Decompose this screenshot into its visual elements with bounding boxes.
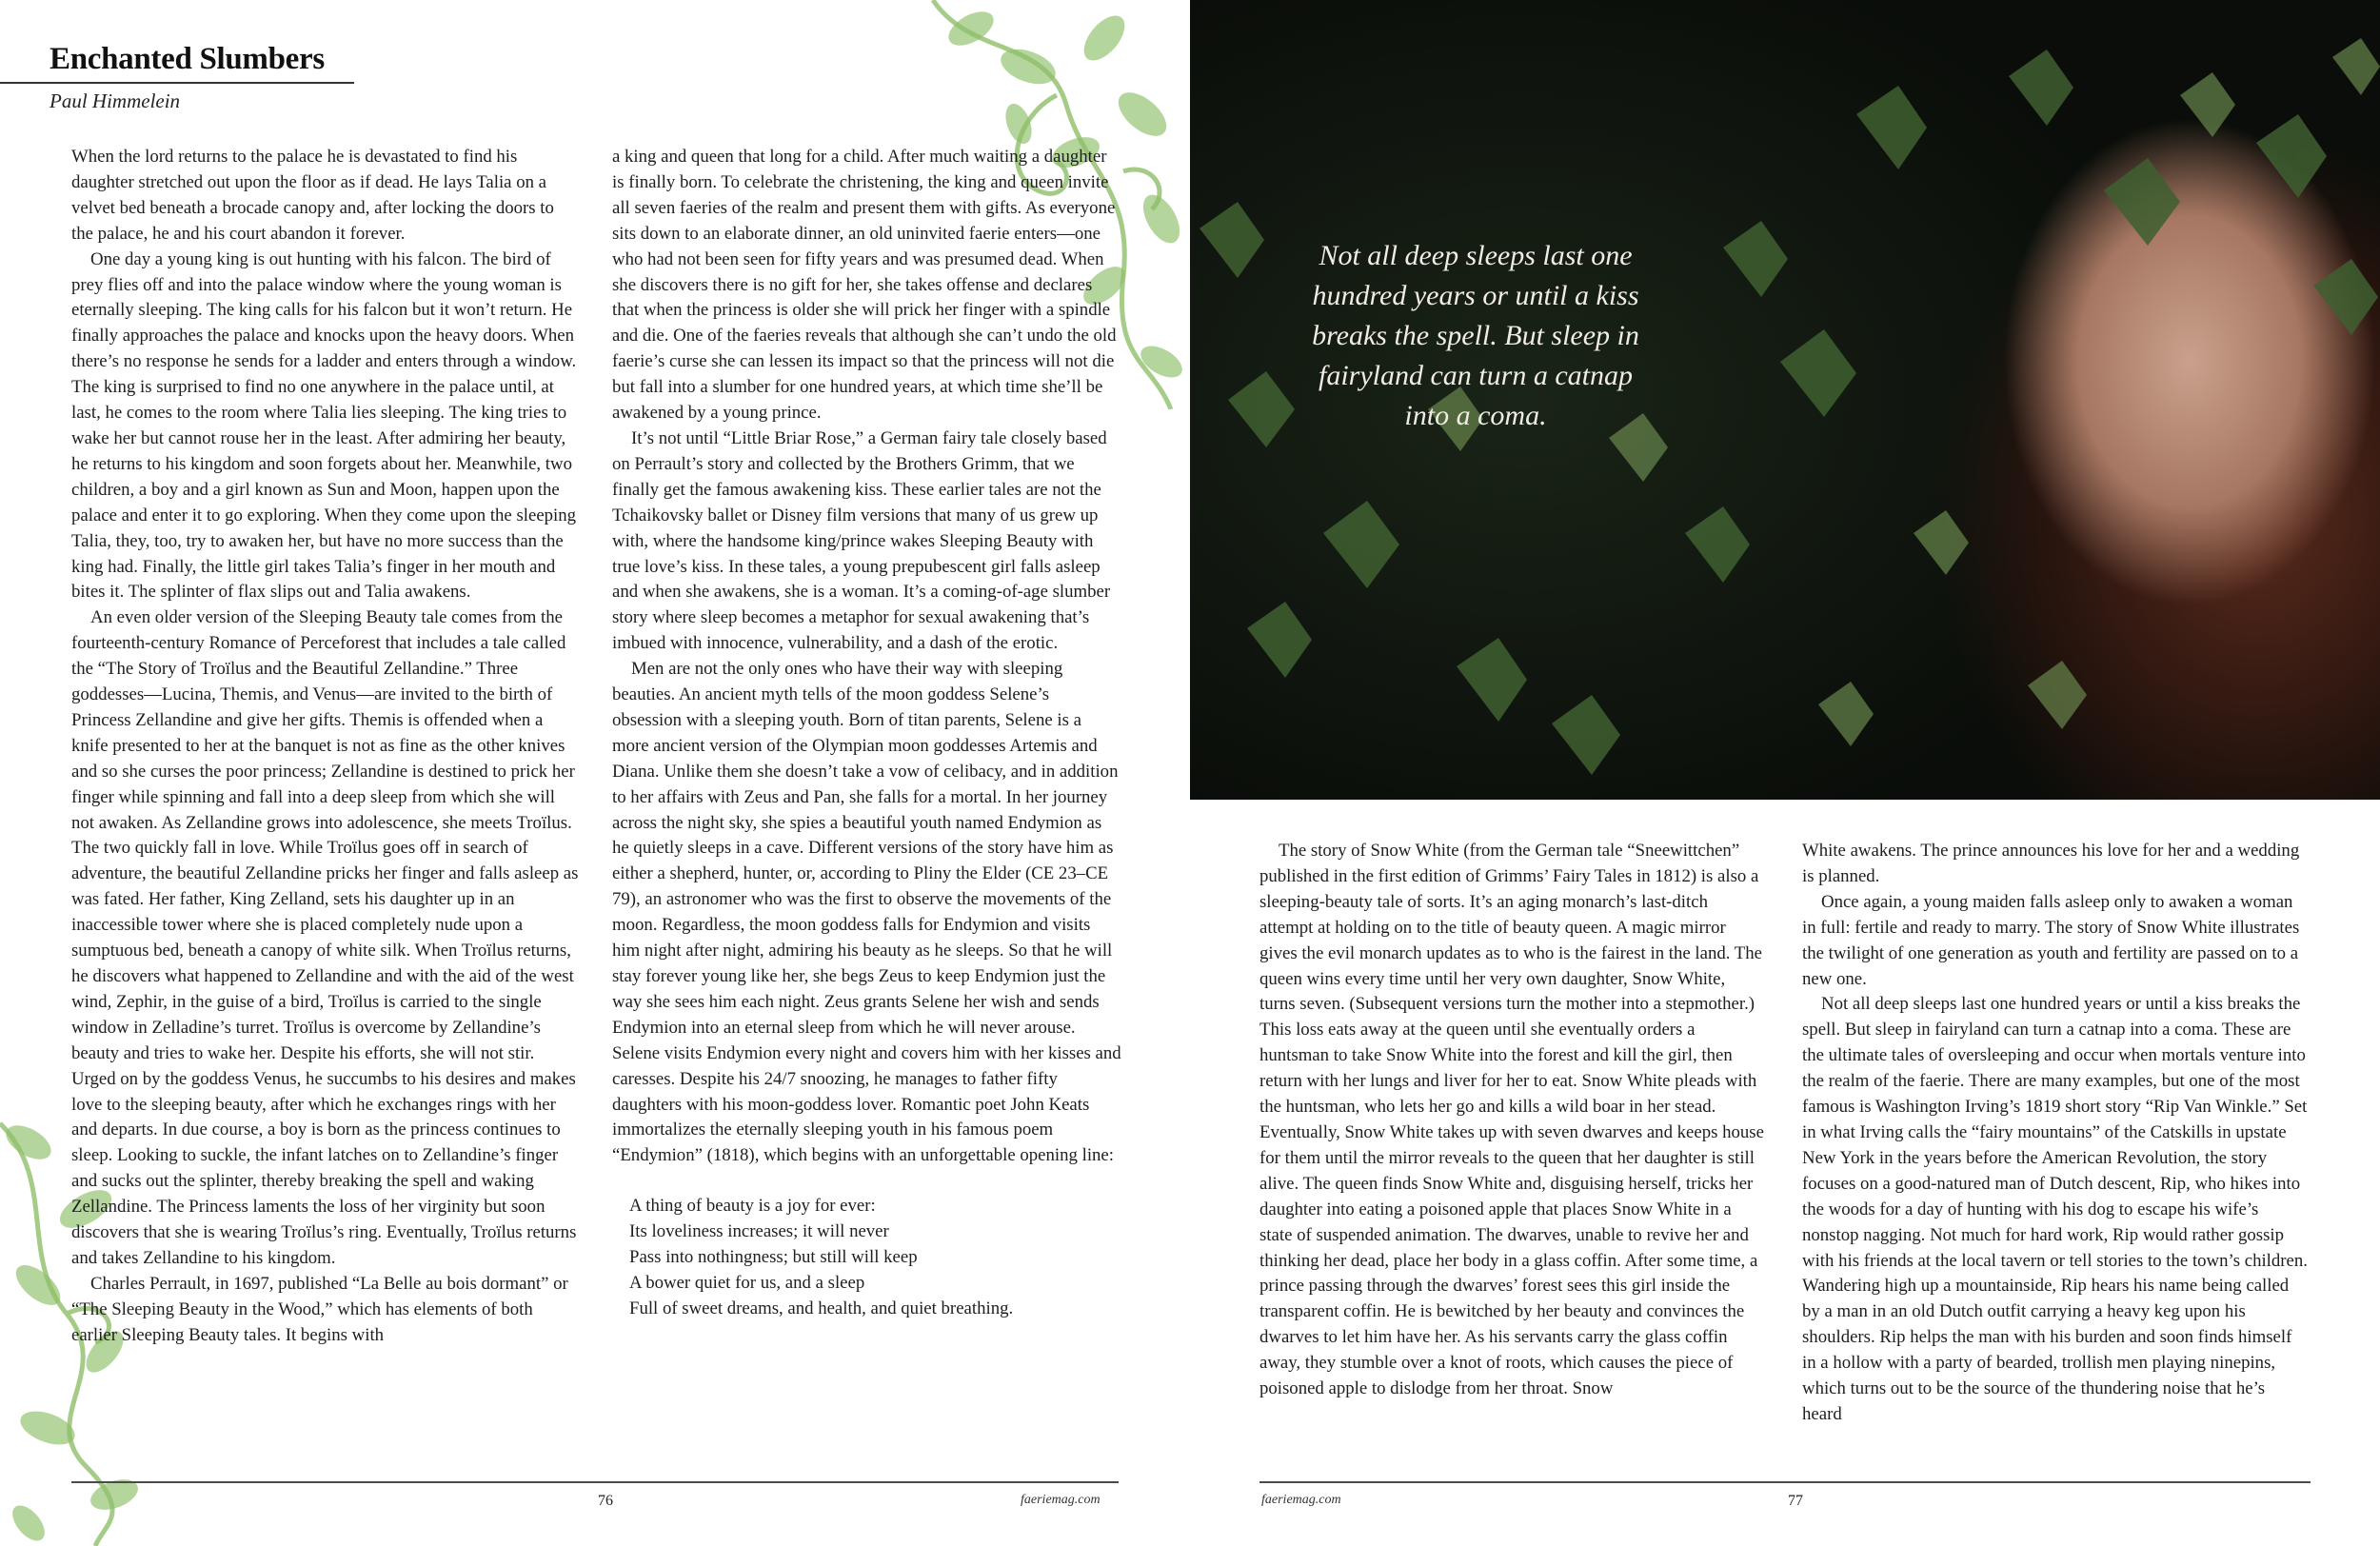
paragraph: Once again, a young maiden falls asleep only to awaken a woman in full: fertile and ready to marry. The story of Snow White illustrates the twilight of one generation as youth and fertility are passed on to a new one. xyxy=(1802,891,2300,989)
paragraph: When the lord returns to the palace he is devastated to find his daughter stretched out upon the floor as if dead. He lays Talia on a velvet bed beneath a brocade canopy and, after locking the doors to the palace, he and his court abandon it forever. xyxy=(71,147,554,244)
poem-line: A thing of beauty is a joy for ever: xyxy=(629,1196,876,1217)
paragraph: Men are not the only ones who have their way with sleeping beauties. An ancient myth tells of the moon goddess Selene’s obsession with a sleeping youth. Born of titan parents, Selene is a more ancient version of the Olympian moon goddesses Artemis and Diana. Unlike them she doesn’t take a vow of celibacy, and in addition to her affairs with Zeus and Pan, she falls for a mortal. In her journey across the night sky, she spies a beautiful youth named Endymion as he quietly sleeps in a cave. Different versions of the story have him as either a shepherd, hunter, or, according to Pliny the Elder (CE 23–CE 79), an astronomer who was the first to observe the movements of the moon. Regardless, the moon goddess falls for Endymion and visits him night after night, admiring his beauty as he sleeps. So that he will stay forever young like her, she begs Zeus to keep Endymion just the way she sees him each night. Zeus grants Selene her wish and sends Endymion into an eternal sleep from which he will never arouse. Selene visits Endymion every night and covers him with her kisses and caresses. Despite his 24/7 snoozing, he manages to father fifty daughters with his moon-goddess lover. Romantic poet John Keats immortalizes the eternally sleeping youth in his famous poem “Endymion” (1818), which begins with an unforgettable opening line: xyxy=(612,659,1121,1166)
page-number: 76 xyxy=(598,1493,613,1509)
site-url: faeriemag.com xyxy=(1021,1493,1101,1507)
right-page-column-2 xyxy=(1802,839,2309,1428)
poem-line: A bower quiet for us, and a sleep xyxy=(629,1272,865,1293)
footer-rule xyxy=(71,1481,1119,1483)
title-rule xyxy=(0,82,354,84)
right-page xyxy=(1190,0,2380,1546)
right-page-column-1 xyxy=(1259,839,1764,1402)
paragraph: Charles Perrault, in 1697, published “La Belle au bois dormant” or “The Sleeping Beauty in the Wood,” which has elements of both earlier Sleeping Beauty tales. It begins with xyxy=(71,1273,568,1345)
article-byline: Paul Himmelein xyxy=(50,89,181,112)
pull-quote: Not all deep sleeps last one hundred years or until a kiss breaks the spell. But sleep in fairyland can turn a catnap into a coma. xyxy=(1312,240,1639,431)
page-number: 77 xyxy=(1788,1493,1803,1509)
site-url: faeriemag.com xyxy=(1261,1493,1341,1507)
poem-excerpt xyxy=(629,1194,1121,1322)
paragraph: a king and queen that long for a child. After much waiting a daughter is finally born. To celebrate the christening, the king and queen invite all seven faeries of the realm and present them with gifts. As everyone sits down to an elaborate dinner, an old uninvited faerie enters—one who had not been seen for fifty years and was presumed dead. When she discovers there is no gift for her, she takes offense and declares that when the princess is older she will prick her finger with a spindle and die. One of the faeries reveals that although she can’t undo the old faerie’s curse she can lessen its impact so that the princess will not die but fall into a slumber for one hundred years, at which time she’ll be awakened by a young prince. xyxy=(612,147,1117,424)
poem-line: Its loveliness increases; it will never xyxy=(629,1221,889,1242)
left-page-column-2 xyxy=(612,145,1121,1322)
paragraph: The story of Snow White (from the German tale “Sneewittchen” published in the first edition of Grimms’ Fairy Tales in 1812) is also a sleeping-beauty tale of sorts. It’s an aging monarch’s last-ditch attempt at holding on to the title of beauty queen. A magic mirror gives the evil monarch updates as to who is the fairest in the land. The queen wins every time until her very own daughter, Snow White, turns seven. (Subsequent versions turn the mother into a stepmother.) This loss eats away at the queen until she eventually orders a huntsman to take Snow White into the forest and kill the girl, then return with her lungs and liver for her to eat. Snow White pleads with the huntsman, who lets her go and kills a wild boar in her stead. Eventually, Snow White takes up with seven dwarves and keeps house for them until the mirror reveals to the queen that her daughter is still alive. The queen finds Snow White and, disguising herself, tricks her daughter into eating a poisoned apple that places Snow White in a state of suspended animation. The dwarves, unable to revive her and thinking her dead, place her body in a glass coffin. After some time, a prince passing through the dwarves’ forest sees this girl inside the transparent coffin. He is bewitched by her beauty and convinces the dwarves to let him have her. As his servants carry the glass coffin away, they stumble over a knot of roots, which causes the piece of poisoned apple to dislodge from her throat. Snow xyxy=(1259,841,1764,1399)
paragraph: Not all deep sleeps last one hundred years or until a kiss breaks the spell. But sleep in fairyland can turn a catnap into a coma. These are the ultimate tales of oversleeping and occur when mortals venture into the realm of the faerie. There are many examples, but one of the most famous is Washington Irving’s 1819 short story “Rip Van Winkle.” Set in what Irving calls the “fairy mountains” of the Catskills in upstate New York in the years before the American Revolution, the story focuses on a good-natured man of Dutch descent, Rip, who hikes into the woods for a day of hunting with his dog to escape his wife’s nonstop nagging. Not much for hard work, Rip would rather gossip with his friends at the local tavern or tell stories to the town’s children. Wandering high up a mountainside, Rip hears his name being called by a man in an old Dutch outfit carrying a heavy keg upon his shoulders. Rip helps the man with his burden and soon finds himself in a hollow with a party of bearded, trollish men playing ninepins, which turns out to be the source of the thundering noise that he’s heard xyxy=(1802,994,2308,1424)
sleeping-woman-ivy-photo xyxy=(1190,0,2380,800)
paragraph: White awakens. The prince announces his love for her and a wedding is planned. xyxy=(1802,841,2300,886)
paragraph: One day a young king is out hunting with his falcon. The bird of prey flies off and into the palace window where the young woman is eternally sleeping. The king calls for his falcon but it won’t return. He finally approaches the palace and knocks upon the heavy doors. When there’s no response he sends for a ladder and enters through a window. The king is surprised to find no one anywhere in the palace until, at last, he comes to the room where Talia lies sleeping. The king tries to wake her but cannot rouse her in the least. After admiring her beauty, he returns to his kingdom and soon forgets about her. Meanwhile, two children, a boy and a girl known as Sun and Moon, happen upon the palace and enter it to go exploring. When they come upon the sleeping Talia, they, too, try to awaken her, but have no more success than the king had. Finally, the little girl takes Talia’s finger in her mouth and bites it. The splinter of flax slips out and Talia awakens. xyxy=(71,248,577,603)
poem-line: Pass into nothingness; but still will keep xyxy=(629,1247,918,1268)
poem-line: Full of sweet dreams, and health, and quiet breathing. xyxy=(629,1298,1014,1318)
paragraph: It’s not until “Little Briar Rose,” a German fairy tale closely based on Perrault’s story and collected by the Brothers Grimm, that we finally get the famous awakening kiss. These earlier tales are not the Tchaikovsky ballet or Disney film versions that many of us grew up with, where the handsome king/prince wakes Sleeping Beauty with true love’s kiss. In these tales, a young prepubescent girl falls asleep and when she awakens, she is a woman. It’s a coming-of-age slumber story where sleep becomes a metaphor for sexual awakening that’s imbued with innocence, vulnerability, and a dash of the erotic. xyxy=(612,427,1111,654)
footer-rule xyxy=(1259,1481,2311,1483)
left-page-column-1 xyxy=(71,145,579,1349)
paragraph: An even older version of the Sleeping Beauty tale comes from the fourteenth-century Romance of Perceforest that includes a tale called the “The Story of Troïlus and the Beautiful Zellandine.” Three goddesses—Lucina, Themis, and Venus—are invited to the birth of Princess Zellandine and give her gifts. Themis is offended when a knife presented to her at the banquet is not as fine as the other knives and so she curses the poor princess; Zellandine is destined to prick her finger while spinning and fall into a deep sleep from which she will not awaken. As Zellandine grows into adolescence, she meets Troïlus. The two quickly fall in love. While Troïlus goes off in search of adventure, the beautiful Zellandine pricks her finger and falls asleep as was fated. Her father, King Zelland, sets his daughter up in an inaccessible tower where she is placed completely nude upon a sumptuous bed, beneath a canopy of white silk. When Troïlus returns, he discovers what happened to Zellandine and with the aid of the west wind, Zephir, in the guise of a bird, Troïlus is carried to the single window in Zelladine’s turret. Troïlus is overcome by Zellandine’s beauty and tries to wake her. Despite his efforts, she will not stir. Urged on by the goddess Venus, he succumbs to his desires and makes love to the sleeping beauty, after which he exchanges rings with her and departs. In due course, a boy is born as the princess continues to sleep. Looking to suckle, the infant latches on to Zellandine’s finger and sucks out the splinter, thereby breaking the spell and waking Zellandine. The Princess laments the loss of her virginity but soon discovers that she is wearing Troïlus’s ring. Eventually, Troïlus returns and takes Zellandine to his kingdom. xyxy=(71,607,579,1268)
article-title: Enchanted Slumbers xyxy=(50,42,325,76)
